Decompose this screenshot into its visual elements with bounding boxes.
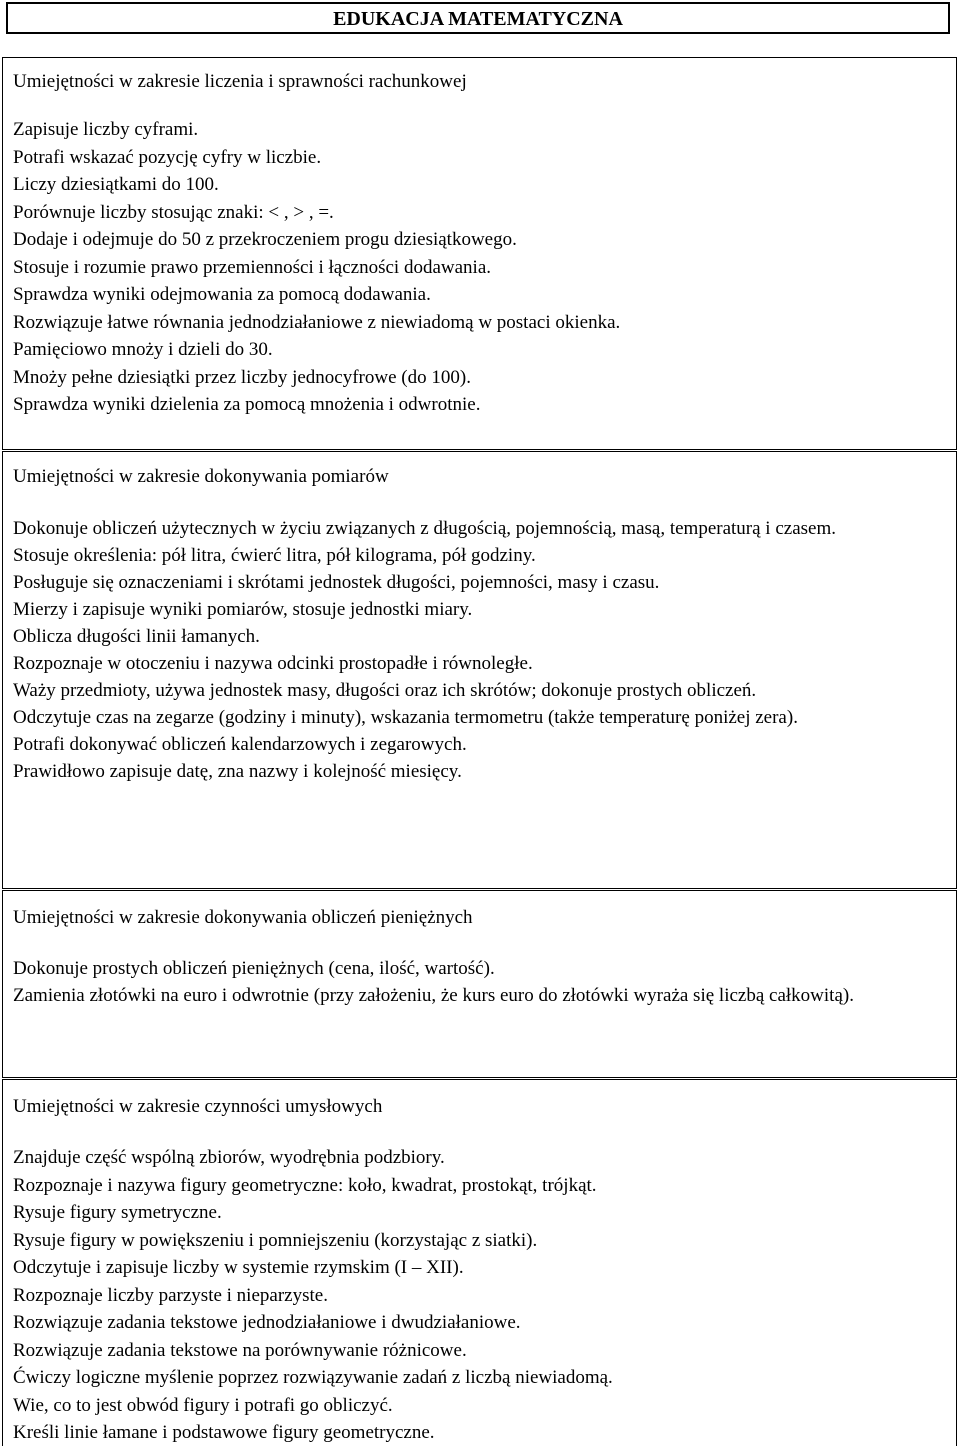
skill-item: Rysuje figury w powiększeniu i pomniejszeniu (korzystając z siatki). [13,1229,538,1251]
skill-item: Sprawdza wyniki dzielenia za pomocą mnożenia i odwrotnie. [13,394,481,415]
skill-item: Rozwiązuje łatwe równania jednodziałaniowe z niewiadomą w postaci okienka. [13,311,621,333]
skills-list [3,955,956,1009]
skill-item: Ćwiczy logiczne myślenie poprzez rozwiązywanie zadań z liczbą niewiadomą. [13,1367,613,1388]
skill-item: Posługuje się oznaczeniami i skrótami jednostek długości, pojemności, masy i czasu. [13,572,660,593]
skill-item: Prawidłowo zapisuje datę, zna nazwy i kolejność miesięcy. [13,761,462,782]
skill-item: Rysuje figury symetryczne. [13,1202,222,1223]
skill-item: Stosuje i rozumie prawo przemienności i łączności dodawania. [13,256,492,278]
section-heading: Umiejętności w zakresie liczenia i sprawności rachunkowej [13,71,467,92]
skills-list [3,1144,956,1446]
skill-item: Stosuje określenia: pół litra, ćwierć litra, pół kilograma, pół godziny. [13,545,536,566]
section-measurements [2,451,957,889]
skills-list [3,515,956,785]
skill-item: Zapisuje liczby cyframi. [13,119,199,140]
skill-item: Odczytuje czas na zegarze (godziny i minuty), wskazania termometru (także temperaturę poniżej zera). [13,707,798,728]
skill-item: Rozpoznaje w otoczeniu i nazywa odcinki prostopadłe i równoległe. [13,653,533,674]
skill-item: Rozwiązuje zadania tekstowe na porównywanie różnicowe. [13,1339,467,1361]
skill-item: Porównuje liczby stosując znaki: < , > , =. [13,201,334,223]
skill-item: Kreśli linie łamane i podstawowe figury geometryczne. [13,1422,435,1443]
skill-item: Dokonuje prostych obliczeń pieniężnych (cena, ilość, wartość). [13,958,495,979]
skill-item: Wie, co to jest obwód figury i potrafi go obliczyć. [13,1394,393,1416]
skill-item: Mnoży pełne dziesiątki przez liczby jednocyfrowe (do 100). [13,366,471,388]
skill-item: Dokonuje obliczeń użytecznych w życiu związanych z długością, pojemnością, masą, temperaturą i czasem. [13,518,836,539]
document-title: EDUKACJA MATEMATYCZNA [6,2,950,34]
section-heading: Umiejętności w zakresie dokonywania obliczeń pieniężnych [13,907,473,928]
skill-item: Liczy dziesiątkami do 100. [13,174,219,195]
skill-item: Rozwiązuje zadania tekstowe jednodziałaniowe i dwudziałaniowe. [13,1312,521,1333]
section-counting [2,57,957,450]
skill-item: Zamienia złotówki na euro i odwrotnie (przy założeniu, że kurs euro do złotówki wyraża się liczbą całkowitą). [13,985,854,1006]
skill-item: Odczytuje i zapisuje liczby w systemie rzymskim (I – XII). [13,1257,464,1278]
skill-item: Znajduje część wspólną zbiorów, wyodrębnia podzbiory. [13,1147,445,1168]
section-heading: Umiejętności w zakresie dokonywania pomiarów [13,466,389,487]
section-money [2,890,957,1078]
skill-item: Rozpoznaje i nazywa figury geometryczne: koło, kwadrat, prostokąt, trójkąt. [13,1174,597,1196]
section-mental-skills [2,1079,957,1446]
skill-item: Oblicza długości linii łamanych. [13,626,260,647]
skill-item: Waży przedmioty, używa jednostek masy, długości oraz ich skrótów; dokonuje prostych obliczeń. [13,680,757,701]
skill-item: Pamięciowo mnoży i dzieli do 30. [13,339,273,360]
skill-item: Potrafi dokonywać obliczeń kalendarzowych i zegarowych. [13,734,467,755]
section-heading: Umiejętności w zakresie czynności umysłowych [13,1096,383,1117]
skill-item: Sprawdza wyniki odejmowania za pomocą dodawania. [13,284,431,305]
skill-item: Rozpoznaje liczby parzyste i nieparzyste. [13,1284,328,1306]
skills-list [3,116,956,419]
skill-item: Dodaje i odejmuje do 50 z przekroczeniem progu dziesiątkowego. [13,229,517,250]
skill-item: Potrafi wskazać pozycję cyfry w liczbie. [13,146,322,168]
skill-item: Mierzy i zapisuje wyniki pomiarów, stosuje jednostki miary. [13,599,473,620]
